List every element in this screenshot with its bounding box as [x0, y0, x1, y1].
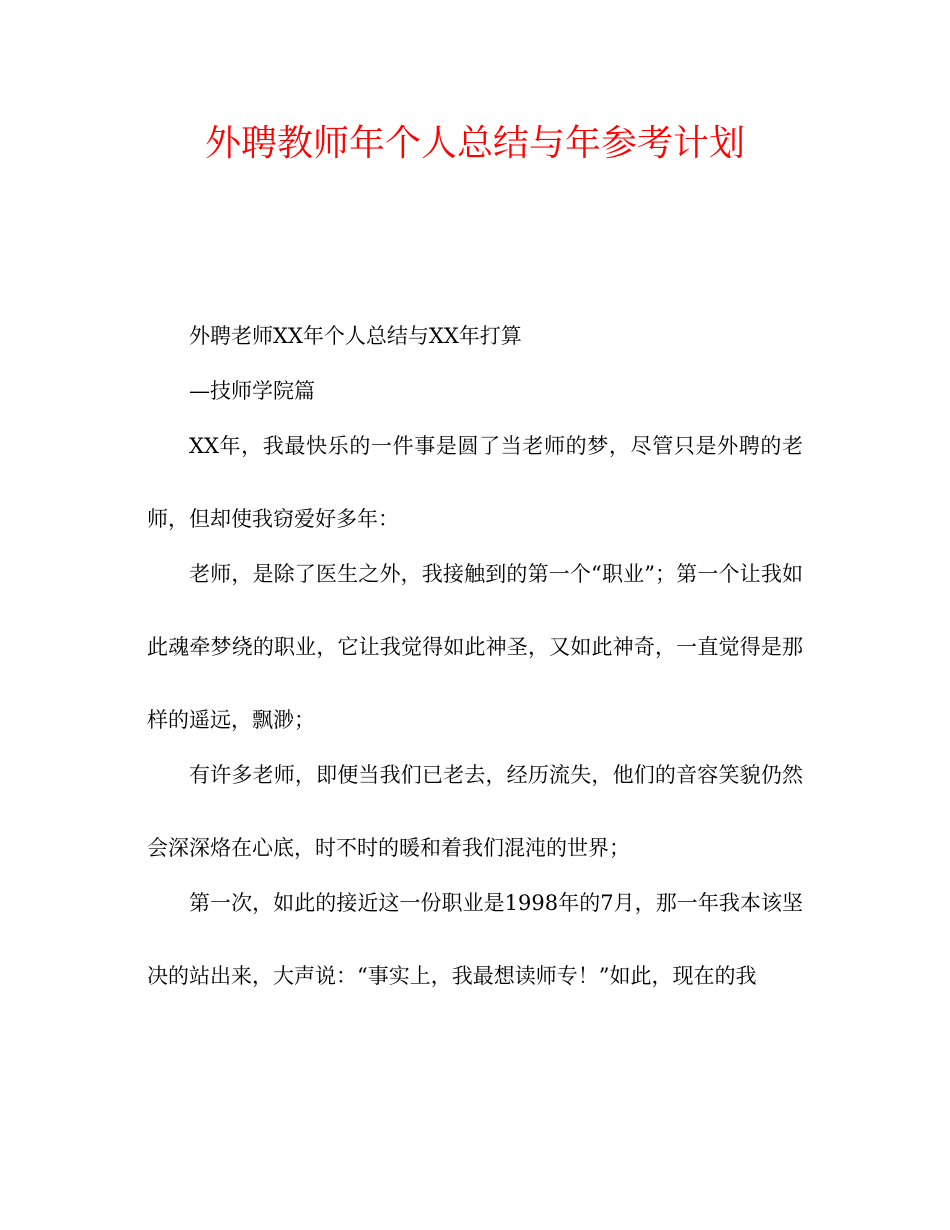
paragraph-6: 第一次，如此的接近这一份职业是1998年的7月，那一年我本该坚决的站出来，大声说：“事实上，我最想读师专！”如此，现在的我: [147, 891, 803, 988]
paragraph-2: —技师学院篇: [189, 379, 315, 403]
document-body: [147, 318, 803, 1013]
paragraph-5: 有许多老师，即便当我们已老去，经历流失，他们的音容笑貌仍然会深深烙在心底，时不时的暖和着我们混沌的世界；: [147, 763, 803, 860]
paragraph-3: XX年，我最快乐的一件事是圆了当老师的梦，尽管只是外聘的老师，但却使我窃爱好多年：: [147, 434, 803, 531]
paragraph-4: 老师，是除了医生之外，我接触到的第一个“职业”；第一个让我如此魂牵梦绕的职业，它让我觉得如此神圣，又如此神奇，一直觉得是那样的遥远，飘渺；: [147, 562, 803, 732]
paragraph-1: 外聘老师XX年个人总结与XX年打算: [189, 324, 522, 348]
document-title: 外聘教师年个人总结与年参考计划: [204, 123, 745, 164]
